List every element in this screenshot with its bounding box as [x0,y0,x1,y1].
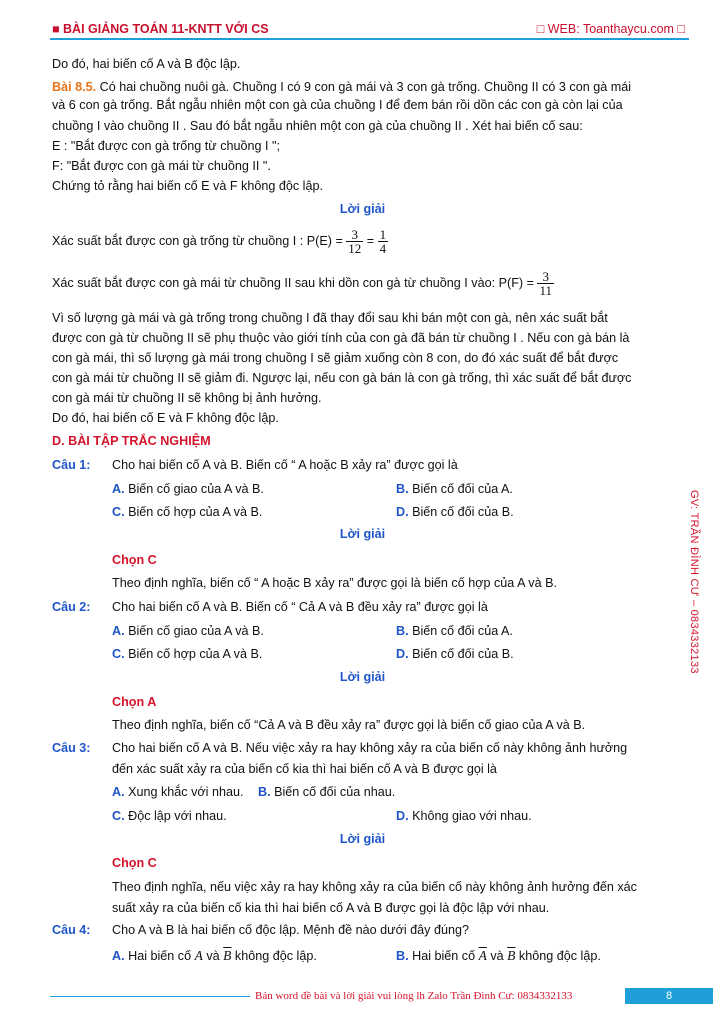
option-text: Biến cố giao của A và B. [128,624,264,638]
q1-number: Câu 1: [52,458,91,472]
option-text: không độc lập. [234,949,317,963]
option-letter: B. [396,949,409,963]
math-b-complement: $\overline{B}$ [223,948,232,963]
option-text: Biến cố đối của A. [412,624,513,638]
q2-answer: Chọn A [112,695,157,709]
reason-line-2: được con gà từ chuồng II sẽ phụ thuộc vào giới tính của con gà đã bán từ chuồng I . Nếu con gà bán là [52,331,630,345]
prob-f-line [52,268,554,298]
math-a: A [194,948,203,963]
exercise-text-1: Có hai chuồng nuôi gà. Chuồng I có 9 con gà mái và 3 con gà trống. Chuồng II có 3 con gà mái [99,80,631,94]
exercise-task: Chứng tỏ rằng hai biến cố E và F không độc lập. [52,179,323,193]
q3-explanation-2: suất xảy ra của biến cố kia thì hai biến cố A và B được gọi là độc lập với nhau. [112,901,550,915]
fraction-3-11 [537,270,554,297]
prob-f-text: Xác suất bắt được con gà mái từ chuồng II sau khi dồn con gà từ chuồng I vào: P(F) = [52,276,534,290]
q2-solution-title: Lời giải [339,670,386,684]
option-text: Hai biến cố [128,949,192,963]
option-text: Hai biến cố [412,949,476,963]
option-text: và [206,949,220,963]
header-web-text: WEB: Toanthaycu.com [547,22,674,36]
option-letter: A. [112,624,125,638]
option-letter: D. [396,505,409,519]
option-letter: A. [112,482,125,496]
option-text: và [490,949,504,963]
equals-sign: = [366,234,375,248]
fraction-3-12 [346,228,363,255]
q2-number: Câu 2: [52,600,91,614]
option-text: Biến cố hợp của A và B. [128,505,263,519]
q1-explanation: Theo định nghĩa, biến cố “ A hoặc B xảy ra” được gọi là biến cố hợp của A và B. [112,576,558,590]
option-text: Biến cố giao của A và B. [128,482,264,496]
fraction-1-4 [378,228,389,255]
option-letter: C. [112,505,125,519]
side-author-note: GV: TRẦN ĐÌNH CƯ – 0834332133 [688,490,700,674]
q3-stem-1: Cho hai biến cố A và B. Nếu việc xảy ra hay không xảy ra của biến cố này không ảnh hưởng [112,741,628,755]
q3-option-b[interactable] [258,784,395,800]
option-letter: A. [112,949,125,963]
q1-option-a[interactable] [112,481,264,497]
q4-number: Câu 4: [52,923,91,937]
reason-line-1: Vì số lượng gà mái và gà trống trong chuồng I đã thay đổi sau khi bán một con gà, nên xác suất bắt [52,311,608,325]
reason-line-3: con gà mái, thì số lượng gà mái trong chuồng I sẽ giảm xuống còn 8 con, do đó xác suất để bắt được [52,351,619,365]
option-text: không độc lập. [518,949,601,963]
header-divider [50,38,689,40]
frac-den: 11 [539,283,552,299]
option-letter: D. [396,809,409,823]
exercise-line-3: chuồng I vào chuồng II . Sau đó bắt ngẫu nhiên một con gà của chuồng II . Xét hai biến cố sau: [52,119,583,133]
option-letter: B. [396,482,409,496]
q4-stem: Cho A và B là hai biến cố độc lập. Mệnh đề nào dưới đây đúng? [112,923,469,937]
q2-option-b[interactable] [396,623,513,639]
math-b-complement: $\overline{B}$ [507,948,516,963]
event-f: F: "Bắt được con gà mái từ chuồng II ". [52,159,271,173]
q3-option-d[interactable] [396,808,532,824]
header-web[interactable]: □ WEB: Toanthaycu.com □ [536,22,685,36]
q2-explanation: Theo định nghĩa, biến cố “Cả A và B đều xảy ra” được gọi là biến cố giao của A và B. [112,718,586,732]
q3-solution-title: Lời giải [339,832,386,846]
option-letter: D. [396,647,409,661]
header-title-text: BÀI GIẢNG TOÁN 11-KNTT VỚI CS [63,22,269,36]
footer-divider [50,996,250,997]
q4-option-a[interactable] [112,948,317,964]
intro-line: Do đó, hai biến cố A và B độc lập. [52,57,241,71]
option-letter: A. [112,785,125,799]
exercise-line-1 [52,79,631,95]
option-text: Xung khắc với nhau. [128,785,244,799]
q3-option-a[interactable] [112,784,243,800]
frac-den: 4 [379,241,387,257]
prob-e-line [52,226,388,256]
math-a-complement: $\overline{A}$ [478,948,487,963]
q1-option-b[interactable] [396,481,513,497]
option-text: Biến cố đối của A. [412,482,513,496]
q1-option-d[interactable] [396,504,514,520]
q2-stem: Cho hai biến cố A và B. Biến cố “ Cả A và B đều xảy ra” được gọi là [112,600,488,614]
reason-line-5: con gà mái từ chuồng II sẽ không bị ảnh hưởng. [52,391,322,405]
option-text: Biến cố đối của B. [412,647,514,661]
page-number: 8 [625,988,713,1004]
option-text: Biến cố hợp của A và B. [128,647,263,661]
q4-option-b[interactable] [396,948,601,964]
option-text: Biến cố đối của B. [412,505,514,519]
option-text: Độc lập với nhau. [128,809,227,823]
q2-option-a[interactable] [112,623,264,639]
event-e: E : "Bắt được con gà trống từ chuồng I "; [52,139,280,153]
q2-option-d[interactable] [396,646,514,662]
option-letter: B. [396,624,409,638]
option-text: Biến cố đối của nhau. [274,785,396,799]
header-title: ■ BÀI GIẢNG TOÁN 11-KNTT VỚI CS [52,22,269,36]
frac-den: 12 [348,241,362,257]
option-letter: B. [258,785,271,799]
exercise-label: Bài 8.5. [52,80,97,94]
option-letter: C. [112,809,125,823]
q1-solution-title: Lời giải [339,527,386,541]
q3-stem-2: đến xác suất xảy ra của biến cố kia thì hai biến cố A và B được gọi là [112,762,497,776]
q1-stem: Cho hai biến cố A và B. Biến cố “ A hoặc B xảy ra” được gọi là [112,458,458,472]
option-letter: C. [112,647,125,661]
q2-option-c[interactable] [112,646,262,662]
q3-option-c[interactable] [112,808,227,824]
q3-number: Câu 3: [52,741,91,755]
reason-line-6: Do đó, hai biến cố E và F không độc lập. [52,411,279,425]
frac-num: 3 [537,270,554,284]
reason-line-4: con gà mái từ chuồng II sẽ giảm đi. Ngược lại, nếu con gà bán là con gà trống, thì xác suất để bắt được [52,371,632,385]
frac-num: 1 [379,227,387,243]
frac-num: 3 [346,228,363,242]
q1-answer: Chọn C [112,553,157,567]
q3-explanation-1: Theo định nghĩa, nếu việc xảy ra hay không xảy ra của biến cố này không ảnh hưởng đến xác [112,880,637,894]
solution-title: Lời giải [339,202,386,216]
option-text: Không giao với nhau. [412,809,532,823]
prob-e-text: Xác suất bắt được con gà trống từ chuồng I : P(E) = [52,234,343,248]
q3-answer: Chọn C [112,856,157,870]
q1-option-c[interactable] [112,504,262,520]
section-d-heading: D. BÀI TẬP TRẮC NGHIỆM [52,434,211,448]
footer-note: Bản word đề bài và lời giải vui lòng lh Zalo Trần Đình Cư: 0834332133 [255,990,573,1002]
exercise-line-2: và 6 con gà trống. Bắt ngẫu nhiên một con gà của chuồng I để đem bán rồi dồn các con gà còn lại của [52,98,623,112]
